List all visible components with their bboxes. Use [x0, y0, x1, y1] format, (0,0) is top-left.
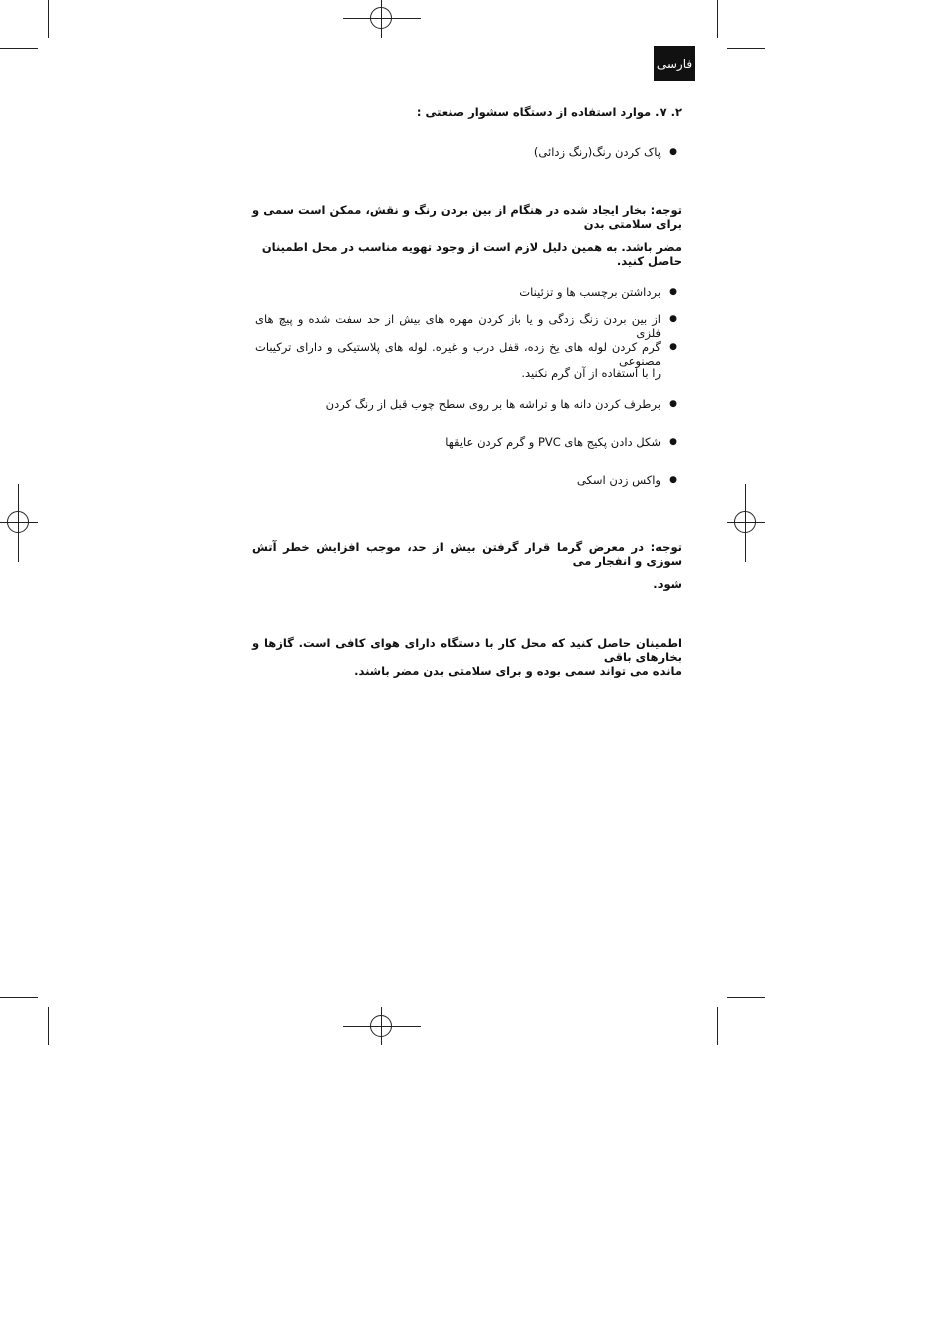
crop-mark [48, 0, 49, 38]
note-paragraph [252, 203, 682, 231]
list-item [255, 145, 685, 159]
bullet-icon: ● [669, 437, 677, 447]
note-line: مضر باشد. به همین دلیل لازم است از وجود تهویه مناسب در محل اطمینان حاصل کنید. [261, 240, 682, 268]
bullet-icon: ● [669, 287, 677, 297]
section-heading: ۲. ۷. موارد استفاده از دستگاه سشوار صنعتی : [416, 105, 682, 119]
crop-mark [717, 0, 718, 38]
registration-circle [734, 511, 756, 533]
bullet-icon: ● [669, 342, 677, 352]
crop-mark [0, 48, 38, 49]
list-item [255, 397, 685, 411]
bullet-icon: ● [669, 475, 677, 485]
crop-mark [727, 48, 765, 49]
list-item-text: برداشتن برچسب ها و تزئینات [519, 285, 661, 299]
list-item [255, 312, 685, 340]
list-item-text: از بین بردن زنگ زدگی و یا باز کردن مهره های بیش از حد سفت شده و پیچ های فلزی [255, 312, 661, 340]
registration-circle [7, 511, 29, 533]
crop-mark [727, 997, 765, 998]
crop-mark [48, 1007, 49, 1045]
list-item-continuation: را با استفاده از آن گرم نکنید. [521, 366, 661, 380]
registration-circle [370, 1015, 392, 1037]
list-item-text: واکس زدن اسکی [576, 473, 661, 487]
list-item [255, 473, 685, 487]
crop-mark [0, 997, 38, 998]
list-item-text: برطرف کردن دانه ها و تراشه ها بر روی سطح چوب قبل از رنگ کردن [325, 397, 661, 411]
list-item [255, 285, 685, 299]
list-item [255, 435, 685, 449]
registration-circle [370, 7, 392, 29]
language-tab: فارسی [654, 46, 695, 81]
bullet-icon: ● [669, 147, 677, 157]
bullet-icon: ● [669, 399, 677, 409]
list-item-text: پاک کردن رنگ(رنگ زدائی) [533, 145, 661, 159]
note-line: مانده می تواند سمی بوده و برای سلامتی بدن مضر باشند. [354, 664, 682, 678]
list-item-text: گرم کردن لوله های یخ زده، قفل درب و غیره. لوله های پلاستیکی و دارای ترکیبات مصنوعی [255, 340, 661, 368]
note-line: توجه: بخار ایجاد شده در هنگام از بین بردن رنگ و نقش، ممکن است سمی و برای سلامتی بدن [252, 203, 682, 231]
note-line: اطمینان حاصل کنید که محل کار با دستگاه دارای هوای کافی است. گازها و بخارهای باقی [252, 636, 682, 664]
note-line: توجه: در معرض گرما قرار گرفتن بیش از حد، موجب افزایش خطر آتش سوزی و انفجار می [252, 540, 682, 568]
list-item-text: شکل دادن پکیج های PVC و گرم کردن عایقها [445, 435, 661, 449]
crop-mark [717, 1007, 718, 1045]
note-line: شود. [653, 577, 682, 591]
list-item [255, 340, 685, 368]
bullet-icon: ● [669, 314, 677, 324]
